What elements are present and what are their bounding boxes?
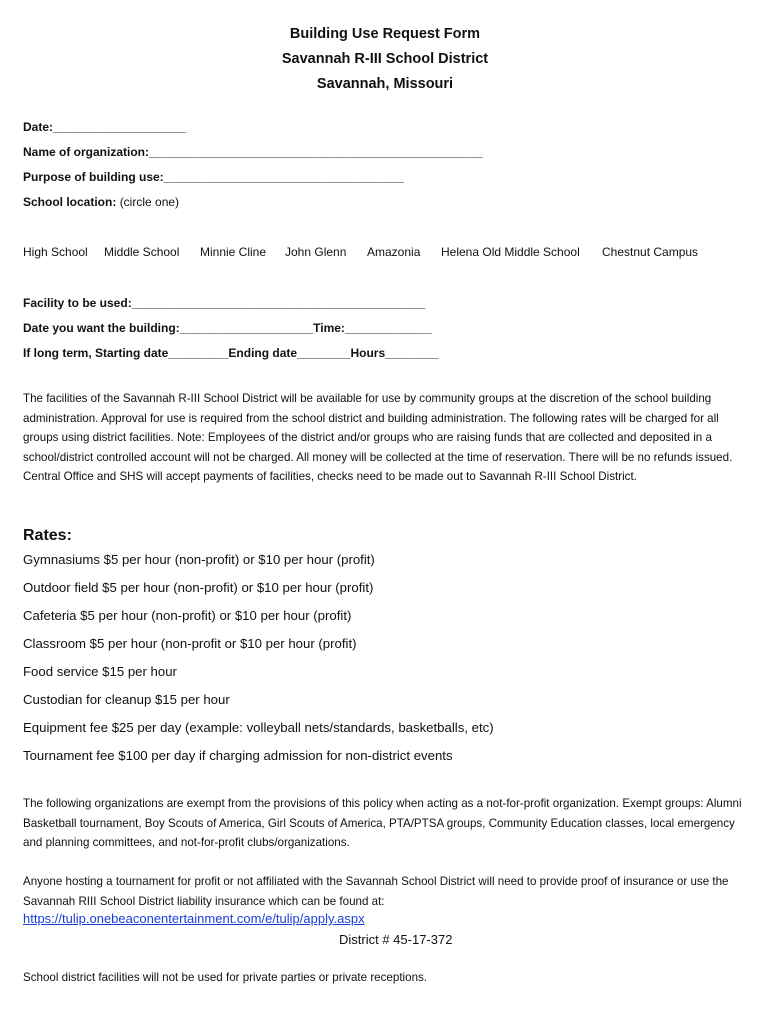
location-option[interactable]: Minnie Cline [200, 245, 267, 259]
school-location-hint: (circle one) [119, 195, 180, 209]
location-option[interactable]: John Glenn [285, 245, 347, 259]
rate-item: Gymnasiums $5 per hour (non-profit) or $10 per hour (profit) [23, 552, 375, 567]
rate-item: Cafeteria $5 per hour (non-profit) or $10 per hour (profit) [23, 608, 352, 623]
district-location: Savannah, Missouri [316, 76, 454, 92]
district-name: Savannah R-III School District [281, 51, 489, 67]
location-option[interactable]: Helena Old Middle School [441, 245, 580, 259]
intro-paragraph: The facilities of the Savannah R-III School District will be available for use by community groups at the discretion of the school building administration. Approval for use is required from the school district and building administration. The following rates will be charged for all groups using district facilities. Note: Employees of the district and/or groups who are raising funds that are collected and deposited in a school/district controlled account will not be charged. All money will be collected at the time of reservation. There will be no refunds issued. Central Office and SHS will accept payments of facilities, checks need to be made out to Savannah R-III School District. [23, 392, 733, 483]
location-option[interactable]: Chestnut Campus [602, 245, 699, 259]
facility-field[interactable]: Facility to be used:____________________________________________ [23, 296, 426, 310]
rate-item: Tournament fee $100 per day if charging admission for non-district events [23, 748, 453, 763]
purpose-field[interactable]: Purpose of building use:____________________________________ [23, 170, 404, 184]
rate-item: Equipment fee $25 per day (example: volleyball nets/standards, basketballs, etc) [23, 720, 494, 735]
insurance-link[interactable]: https://tulip.onebeaconentertainment.com/e/tulip/apply.aspx [23, 911, 365, 926]
date-time-field[interactable]: Date you want the building:____________________Time:_____________ [23, 321, 432, 335]
rate-item: Custodian for cleanup $15 per hour [23, 692, 230, 707]
rates-heading: Rates: [23, 527, 72, 544]
rate-item: Classroom $5 per hour (non-profit or $10 per hour (profit) [23, 636, 357, 651]
rate-item: Food service $15 per hour [23, 664, 177, 679]
insurance-paragraph: Anyone hosting a tournament for profit or not affiliated with the Savannah School District will need to provide proof of insurance or use the Savannah RIII School District liability insurance which can be found at: [23, 875, 729, 908]
exempt-paragraph: The following organizations are exempt from the provisions of this policy when acting as a not-for-profit organization. Exempt groups: Alumni Basketball tournament, Boy Scouts of America, Girl Scouts of America, PTA/PTSA groups, Community Education classes, local emergency and planning committees, and not-for-profit clubs/organizations. [23, 797, 742, 849]
school-location-label: School location: [23, 195, 117, 209]
location-option[interactable]: Amazonia [367, 245, 421, 259]
rate-item: Outdoor field $5 per hour (non-profit) or $10 per hour (profit) [23, 580, 374, 595]
date-field[interactable]: Date:____________________ [23, 120, 187, 134]
private-events-note: School district facilities will not be used for private parties or private receptions. [23, 971, 428, 984]
long-term-field[interactable]: If long term, Starting date_________Ending date________Hours________ [23, 346, 439, 360]
location-option[interactable]: Middle School [104, 245, 180, 259]
location-option[interactable]: High School [23, 245, 88, 259]
school-location-field [23, 195, 179, 209]
organization-field[interactable]: Name of organization:__________________________________________________ [23, 145, 483, 159]
form-title: Building Use Request Form [289, 26, 481, 42]
district-number: District # 45-17-372 [339, 932, 453, 947]
